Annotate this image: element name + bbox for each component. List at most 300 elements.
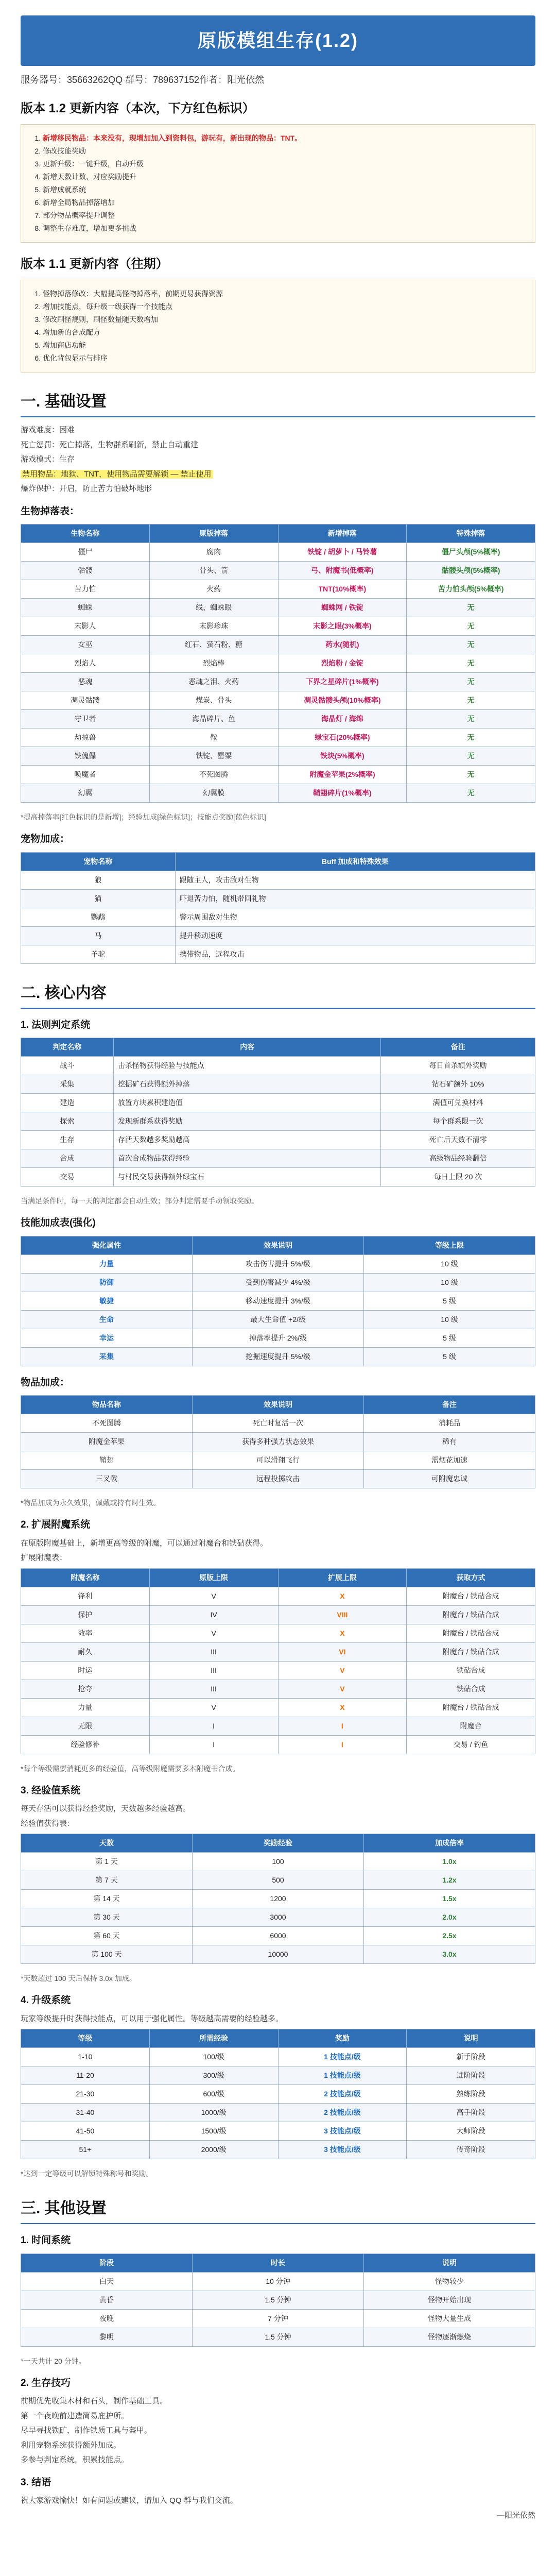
table-cell: 药水(随机) [278, 636, 407, 654]
table-row [21, 2122, 535, 2141]
table-cell: 6000 [193, 1927, 364, 1945]
exp-intro: 每天存活可以获得经验奖励，天数越多经验越高。 [21, 1804, 191, 1813]
table-cell: 稀有 [364, 1433, 535, 1451]
table-cell: 10000 [193, 1945, 364, 1964]
table-cell: 劫掠兽 [21, 728, 150, 747]
table-cell: 附魔台 / 铁砧合成 [407, 1605, 535, 1624]
table-cell: 无 [407, 654, 535, 673]
pet-table-body [21, 871, 535, 963]
table-cell: 首次合成物品获得经验 [113, 1149, 381, 1168]
table-row [21, 1853, 535, 1871]
table-header-row [21, 2253, 535, 2272]
signoff: —阳光依然 [496, 2511, 535, 2520]
v12-item: 8. 调整生存难度，增加更多挑战 [43, 223, 526, 234]
rules-heading: 1. 法则判定系统 [21, 1019, 91, 1030]
column-header: 效果说明 [193, 1236, 364, 1255]
table-cell: 铁锭、罂粟 [149, 747, 278, 766]
table-row [21, 1131, 535, 1149]
table-cell: VIII [278, 1605, 407, 1624]
rules-table [21, 1038, 535, 1187]
tip-item: 尽早寻找铁矿，制作铁质工具与盔甲。 [21, 2426, 152, 2435]
column-header: 扩展上限 [278, 1568, 407, 1587]
table-cell: 500 [193, 1871, 364, 1890]
v12-item: 1. 新增移民物品：本来没有，现增加加入到资料包，游玩有，新出现的物品：TNT。 [43, 133, 526, 144]
table-cell: 凋灵骷髅 [21, 691, 150, 710]
table-cell: 僵尸 [21, 543, 150, 562]
table-row [21, 710, 535, 728]
table-cell: 合成 [21, 1149, 114, 1168]
table-cell: 铁傀儡 [21, 747, 150, 766]
table-cell: 无 [407, 728, 535, 747]
column-header: 附魔名称 [21, 1568, 150, 1587]
exp-heading: 3. 经验值系统 [21, 1785, 81, 1796]
column-header: 物品名称 [21, 1396, 193, 1414]
exp-table-body [21, 1853, 535, 1964]
table-row [21, 1698, 535, 1717]
v11-item: 3. 修改刷怪规则，刷怪数量随天数增加 [43, 314, 526, 325]
table-cell: 3 技能点/级 [278, 2141, 407, 2159]
table-cell: 无 [407, 710, 535, 728]
table-row [21, 1927, 535, 1945]
table-row [21, 617, 535, 636]
table-cell: TNT(10%概率) [278, 580, 407, 599]
column-header: 原版上限 [149, 1568, 278, 1587]
table-cell: 苦力怕头颅(5%概率) [407, 580, 535, 599]
table-cell: 不死图腾 [21, 1414, 193, 1433]
table-cell: 唤魔者 [21, 766, 150, 784]
misc-section-title: 三. 其他设置 [21, 2197, 535, 2224]
column-header: 内容 [113, 1038, 381, 1057]
column-header: 效果说明 [193, 1396, 364, 1414]
column-header: 天数 [21, 1834, 193, 1853]
table-row [21, 2309, 535, 2328]
table-cell: 下界之星碎片(1%概率) [278, 673, 407, 691]
table-cell: 第 1 天 [21, 1853, 193, 1871]
table-cell: 第 30 天 [21, 1908, 193, 1927]
table-cell: 放置方块累积建造值 [113, 1094, 381, 1112]
meta-info: 服务器号：35663262QQ 群号：789637152作者：阳光依然 [21, 75, 265, 85]
table-row [21, 1292, 535, 1310]
table-cell: I [149, 1717, 278, 1735]
ending-text: 祝大家游戏愉快！如有问题或建议，请加入 QQ 群与我们交流。 [21, 2496, 238, 2505]
table-cell: 烈焰粉 / 金锭 [278, 654, 407, 673]
table-cell: 附魔台 / 铁砧合成 [407, 1624, 535, 1642]
table-header-row [21, 1236, 535, 1255]
table-cell: 羊驼 [21, 945, 176, 963]
table-row [21, 1149, 535, 1168]
table-row [21, 1414, 535, 1433]
table-cell: 怪物较少 [364, 2272, 535, 2291]
table-row [21, 1255, 535, 1273]
table-cell: 防御 [21, 1273, 193, 1292]
table-cell: 21-30 [21, 2085, 150, 2104]
table-header-row [21, 524, 535, 543]
table-cell: III [149, 1661, 278, 1680]
table-cell: 10 级 [364, 1310, 535, 1329]
table-row [21, 1661, 535, 1680]
table-row [21, 1112, 535, 1131]
table-row [21, 1273, 535, 1292]
table-header-row [21, 1834, 535, 1853]
table-cell: 采集 [21, 1075, 114, 1094]
table-row [21, 2291, 535, 2309]
table-cell: V [149, 1587, 278, 1605]
table-row [21, 889, 535, 908]
skill-table-body [21, 1255, 535, 1366]
column-header: 备注 [364, 1396, 535, 1414]
table-cell: 恶魂 [21, 673, 150, 691]
table-cell: 无 [407, 673, 535, 691]
table-cell: 无 [407, 617, 535, 636]
table-row [21, 1094, 535, 1112]
table-cell: 探索 [21, 1112, 114, 1131]
v11-item: 4. 增加新的合成配方 [43, 327, 526, 338]
basic-line: 死亡惩罚：死亡掉落，生物群系刷新，禁止自动重建 [21, 440, 199, 449]
table-cell: 51+ [21, 2141, 150, 2159]
ench-note: *每个等级需要消耗更多的经验值，高等级附魔需要多本附魔书合成。 [21, 1764, 240, 1773]
table-cell: 凋灵骷髅头颅(10%概率) [278, 691, 407, 710]
table-row [21, 2085, 535, 2104]
table-cell: 2 技能点/级 [278, 2085, 407, 2104]
tip-item: 多参与判定系统，积累技能点。 [21, 2455, 129, 2464]
table-cell: 死亡后天数不清零 [381, 1131, 535, 1149]
table-cell: 骷髅 [21, 562, 150, 580]
table-cell: 跟随主人，攻击敌对生物 [175, 871, 535, 889]
table-cell: 锋利 [21, 1587, 150, 1605]
table-cell: 怪物逐渐燃烧 [364, 2328, 535, 2346]
table-cell: 2.5x [364, 1927, 535, 1945]
table-cell: 生存 [21, 1131, 114, 1149]
table-cell: 火药 [149, 580, 278, 599]
exp-note: *天数超过 100 天后保持 3.0x 加成。 [21, 1974, 136, 1982]
table-row [21, 1680, 535, 1698]
table-cell: 无 [407, 691, 535, 710]
table-cell: 发现新群系获得奖励 [113, 1112, 381, 1131]
column-header: 加成倍率 [364, 1834, 535, 1853]
table-cell: 保护 [21, 1605, 150, 1624]
table-cell: 三叉戟 [21, 1470, 193, 1488]
table-cell: 挖掘速度提升 5%/级 [193, 1347, 364, 1366]
table-cell: 烈焰棒 [149, 654, 278, 673]
table-header-row [21, 852, 535, 871]
item-heading: 物品加成： [21, 1377, 70, 1388]
table-cell: 鞘翅 [21, 1451, 193, 1470]
column-header: 等级 [21, 2029, 150, 2048]
v12-item: 7. 部分物品概率提升调整 [43, 210, 526, 221]
table-cell: 无 [407, 636, 535, 654]
table-cell: 附魔台 / 铁砧合成 [407, 1642, 535, 1661]
table-cell: 5 级 [364, 1347, 535, 1366]
exp-table [21, 1834, 535, 1964]
table-row [21, 1871, 535, 1890]
basic-line: 游戏难度：困难 [21, 426, 75, 434]
table-cell: 1.0x [364, 1853, 535, 1871]
table-row [21, 926, 535, 945]
table-cell: I [278, 1717, 407, 1735]
table-cell: 300/级 [149, 2066, 278, 2085]
table-cell: 猫 [21, 889, 176, 908]
table-row [21, 945, 535, 963]
table-row [21, 871, 535, 889]
table-cell: 3000 [193, 1908, 364, 1927]
table-cell: 线、蜘蛛眼 [149, 599, 278, 617]
table-cell: 马 [21, 926, 176, 945]
mob-table-caption: 生物掉落表： [21, 505, 80, 517]
ending-heading: 3. 结语 [21, 2477, 51, 2488]
time-table [21, 2253, 535, 2347]
table-row [21, 2328, 535, 2346]
column-header: 说明 [407, 2029, 535, 2048]
table-row [21, 636, 535, 654]
table-cell: 女巫 [21, 636, 150, 654]
table-cell: 铁锭 / 胡萝卜 / 马铃薯 [278, 543, 407, 562]
table-cell: 2000/级 [149, 2141, 278, 2159]
table-row [21, 562, 535, 580]
column-header: 阶段 [21, 2253, 193, 2272]
table-row [21, 1908, 535, 1927]
table-cell: 附魔金苹果 [21, 1433, 193, 1451]
pet-table [21, 852, 535, 964]
table-cell: 携带物品，远程攻击 [175, 945, 535, 963]
table-cell: 无 [407, 747, 535, 766]
table-cell: 鞘翅碎片(1%概率) [278, 784, 407, 803]
table-cell: 每日首杀额外奖励 [381, 1057, 535, 1075]
table-cell: X [278, 1624, 407, 1642]
table-cell: V [278, 1661, 407, 1680]
table-cell: 幻翼 [21, 784, 150, 803]
column-header: 时长 [193, 2253, 364, 2272]
table-cell: 1.5 分钟 [193, 2291, 364, 2309]
table-row [21, 1470, 535, 1488]
table-cell: 红石、萤石粉、糖 [149, 636, 278, 654]
table-cell: 建造 [21, 1094, 114, 1112]
v12-item: 3. 更新升级：一键升级，自动升级 [43, 159, 526, 170]
table-cell: 第 100 天 [21, 1945, 193, 1964]
lvl-heading: 4. 升级系统 [21, 1995, 71, 2006]
table-row [21, 691, 535, 710]
table-cell: 交易 [21, 1168, 114, 1187]
v11-heading: 版本 1.1 更新内容（往期） [21, 257, 168, 271]
lvl-table [21, 2029, 535, 2159]
table-cell: 无限 [21, 1717, 150, 1735]
item-note: *物品加成为永久效果，佩戴或持有时生效。 [21, 1499, 161, 1507]
rules-table-body [21, 1057, 535, 1187]
table-cell: 敏捷 [21, 1292, 193, 1310]
table-cell: 每个群系限一次 [381, 1112, 535, 1131]
table-cell: 消耗品 [364, 1414, 535, 1433]
table-cell: V [278, 1680, 407, 1698]
table-cell: 末影之眼(3%概率) [278, 617, 407, 636]
column-header: 等级上限 [364, 1236, 535, 1255]
table-row [21, 1945, 535, 1964]
skill-table [21, 1236, 535, 1366]
v11-item: 2. 增加技能点，每升级一级获得一个技能点 [43, 301, 526, 312]
ench-intro: 在原版附魔基础上，新增更高等级的附魔，可以通过附魔台和铁砧获得。 [21, 1538, 268, 1548]
table-cell: 蜘蛛 [21, 599, 150, 617]
table-row [21, 1451, 535, 1470]
ench-table [21, 1568, 535, 1754]
column-header: 宠物名称 [21, 852, 176, 871]
table-cell: 11-20 [21, 2066, 150, 2085]
v12-item: 2. 修改技能奖励 [43, 146, 526, 157]
table-row [21, 784, 535, 803]
tip-item: 利用宠物系统获得额外加成。 [21, 2441, 121, 2450]
table-cell: 附魔金苹果(2%概率) [278, 766, 407, 784]
table-cell: 铁块(5%概率) [278, 747, 407, 766]
table-row [21, 1168, 535, 1187]
table-cell: 3 技能点/级 [278, 2122, 407, 2141]
basic-line: 禁用物品：地狱、TNT，使用物品需要解锁 — 禁止使用 [21, 469, 535, 481]
ench-heading: 2. 扩展附魔系统 [21, 1519, 91, 1530]
table-cell: III [149, 1642, 278, 1661]
v11-list [30, 289, 526, 364]
table-cell: 时运 [21, 1661, 150, 1680]
column-header: 新增掉落 [278, 524, 407, 543]
table-cell: 怪物开始出现 [364, 2291, 535, 2309]
table-cell: 警示周围敌对生物 [175, 908, 535, 926]
table-header-row [21, 2029, 535, 2048]
table-row [21, 1735, 535, 1754]
pet-table-caption: 宠物加成： [21, 834, 70, 844]
table-cell: 不死图腾 [149, 766, 278, 784]
table-cell: 5 级 [364, 1292, 535, 1310]
table-row [21, 908, 535, 926]
table-cell: 附魔台 / 铁砧合成 [407, 1587, 535, 1605]
title-banner [21, 15, 535, 66]
table-header-row [21, 1038, 535, 1057]
table-cell: 击杀怪物获得经验与技能点 [113, 1057, 381, 1075]
table-cell: 无 [407, 766, 535, 784]
table-cell: 铁砧合成 [407, 1661, 535, 1680]
table-cell: I [278, 1735, 407, 1754]
v12-notes [21, 124, 535, 243]
table-cell: 钻石矿额外 10% [381, 1075, 535, 1094]
table-cell: 骨头、箭 [149, 562, 278, 580]
v11-item: 6. 优化背包显示与排序 [43, 353, 526, 364]
table-cell: 1.5 分钟 [193, 2328, 364, 2346]
table-cell: 高手阶段 [407, 2104, 535, 2122]
table-cell: III [149, 1680, 278, 1698]
column-header: 奖励经验 [193, 1834, 364, 1853]
item-table-body [21, 1414, 535, 1488]
item-table [21, 1395, 535, 1488]
table-cell: 海晶灯 / 海绵 [278, 710, 407, 728]
table-cell: 600/级 [149, 2085, 278, 2104]
ench-caption: 扩展附魔表： [21, 1553, 67, 1562]
page-title: 原版模组生存(1.2) [197, 30, 359, 51]
table-cell: 2 技能点/级 [278, 2104, 407, 2122]
table-row [21, 747, 535, 766]
mob-table-body [21, 543, 535, 803]
mob-drop-table [21, 524, 535, 803]
column-header: 说明 [364, 2253, 535, 2272]
table-cell: 吓退苦力怕，随机带回礼物 [175, 889, 535, 908]
table-cell: 骷髅头颅(5%概率) [407, 562, 535, 580]
table-cell: 进阶阶段 [407, 2066, 535, 2085]
table-cell: 与村民交易获得额外绿宝石 [113, 1168, 381, 1187]
table-cell: 弓、附魔书(低概率) [278, 562, 407, 580]
table-cell: 1-10 [21, 2048, 150, 2066]
table-cell: 无 [407, 599, 535, 617]
table-row [21, 1057, 535, 1075]
v11-notes [21, 280, 535, 372]
table-cell: 攻击伤害提升 5%/级 [193, 1255, 364, 1273]
table-row [21, 728, 535, 747]
time-table-body [21, 2272, 535, 2346]
table-cell: 可附魔忠诚 [364, 1470, 535, 1488]
table-cell: 夜晚 [21, 2309, 193, 2328]
table-cell: 1.2x [364, 1871, 535, 1890]
table-cell: 采集 [21, 1347, 193, 1366]
table-cell: 海晶碎片、鱼 [149, 710, 278, 728]
table-cell: 掉落率提升 2%/级 [193, 1329, 364, 1347]
column-header: 判定名称 [21, 1038, 114, 1057]
table-row [21, 2066, 535, 2085]
column-header: Buff 加成和特殊效果 [175, 852, 535, 871]
table-cell: 生命 [21, 1310, 193, 1329]
table-header-row [21, 1568, 535, 1587]
table-cell: 黎明 [21, 2328, 193, 2346]
tip-item: 第一个夜晚前建造简易庇护所。 [21, 2411, 129, 2420]
column-header: 所需经验 [149, 2029, 278, 2048]
table-row [21, 1310, 535, 1329]
column-header: 强化属性 [21, 1236, 193, 1255]
table-row [21, 599, 535, 617]
time-note: *一天共计 20 分钟。 [21, 2357, 86, 2365]
v11-item: 5. 增加商店功能 [43, 340, 526, 351]
table-cell: 可以滑翔飞行 [193, 1451, 364, 1470]
table-row [21, 1890, 535, 1908]
table-cell: 黄昏 [21, 2291, 193, 2309]
table-cell: X [278, 1698, 407, 1717]
table-row [21, 1717, 535, 1735]
table-cell: 鹦鹉 [21, 908, 176, 926]
table-cell: 41-50 [21, 2122, 150, 2141]
table-cell: 绿宝石(20%概率) [278, 728, 407, 747]
table-cell: 幸运 [21, 1329, 193, 1347]
core-section-title: 二. 核心内容 [21, 981, 535, 1009]
column-header: 特殊掉落 [407, 524, 535, 543]
table-cell: 煤炭、骨头 [149, 691, 278, 710]
table-cell: 100 [193, 1853, 364, 1871]
table-cell: 僵尸头颅(5%概率) [407, 543, 535, 562]
table-cell: 3.0x [364, 1945, 535, 1964]
table-cell: 狼 [21, 871, 176, 889]
table-row [21, 2048, 535, 2066]
v12-item: 5. 新增成就系统 [43, 184, 526, 195]
basic-line: 爆炸保护：开启，防止苦力怕破坏地形 [21, 484, 152, 493]
v11-item: 1. 怪物掉落修改：大幅提高怪物掉落率，前期更易获得资源 [43, 289, 526, 299]
column-header: 原版掉落 [149, 524, 278, 543]
table-cell: 效率 [21, 1624, 150, 1642]
table-cell: 交易 / 钓鱼 [407, 1735, 535, 1754]
column-header: 备注 [381, 1038, 535, 1057]
rules-note: 当满足条件时，每一天的判定都会自动生效；部分判定需要手动领取奖励。 [21, 1197, 258, 1205]
table-cell: 获得多种强力状态效果 [193, 1433, 364, 1451]
table-cell: VI [278, 1642, 407, 1661]
table-cell: X [278, 1587, 407, 1605]
table-cell: 10 分钟 [193, 2272, 364, 2291]
lvl-note: *达到一定等级可以解锁特殊称号和奖励。 [21, 2170, 153, 2178]
table-cell: IV [149, 1605, 278, 1624]
v12-item: 6. 新增全局物品掉落增加 [43, 197, 526, 208]
table-cell: 受到伤害减少 4%/级 [193, 1273, 364, 1292]
table-cell: 满值可兑换材料 [381, 1094, 535, 1112]
table-cell: 需烟花加速 [364, 1451, 535, 1470]
column-header: 奖励 [278, 2029, 407, 2048]
table-cell: 远程投掷攻击 [193, 1470, 364, 1488]
table-cell: 铁砧合成 [407, 1680, 535, 1698]
